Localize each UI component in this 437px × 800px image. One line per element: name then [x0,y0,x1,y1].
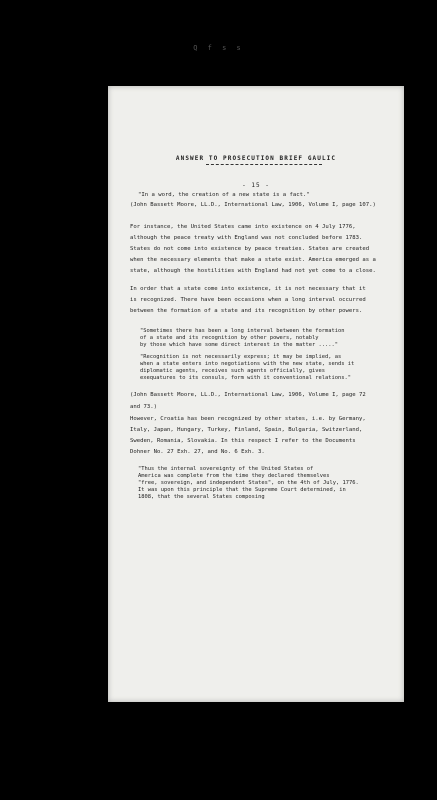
block-quote-line: by those which have some direct interest in the matter ....." [140,342,338,348]
body-line: Dohner No. 27 Exh. 27, and No. 6 Exh. 3. [130,449,265,455]
citation-line: (John Bassett Moore, LL.D., International Law, 1906, Volume I, page 72 [130,392,366,398]
block-quote-line: "Recognition is not necessarily express; it may be implied, as [140,354,342,360]
film-frame-mark: Q f s s [193,44,244,52]
body-line: For instance, the United States came into existence on 4 July 1776, [130,224,356,230]
body-line: when the necessary elements that make a state exist. America emerged as a [130,257,376,263]
block-quote-line: when a state enters into negotiations with the new state, sends it [140,361,355,367]
block-quote-line: 1808, that the several States composing [138,494,265,500]
block-quote-line: "Thus the internal sovereignty of the United States of [138,466,314,472]
citation-line: and 73.) [130,404,157,410]
body-line: Sweden, Romania, Slovakia. In this respect I refer to the Documents [130,438,356,444]
block-quote-line: exequatures to its consuls, form with it conventional relations." [140,375,351,381]
body-line: However, Croatia has been recognized by other states, i.e. by Germany, [130,416,366,422]
body-line: between the formation of a state and its recognition by other powers. [130,308,363,314]
body-line: is recognized. There have been occasions when a long interval occurred [130,297,366,303]
body-line: In order that a state come into existence, it is not necessary that it [130,286,366,292]
document-page [108,86,404,702]
document-title: ANSWER TO PROSECUTION BRIEF GAULIC [175,155,337,162]
block-quote-line: It was upon this principle that the Supreme Court determined, in [138,487,346,493]
block-quote-line: America was complete from the time they declared themselves [138,473,330,479]
citation-line: (John Bassett Moore, LL.D., International Law, 1906, Volume I, page 107.) [130,202,376,208]
block-quote-line: diplomatic agents, receives such agents officially, gives [140,368,325,374]
block-quote-line: of a state and its recognition by other powers, notably [140,335,319,341]
body-line: States do not come into existence by peace treaties. States are created [130,246,370,252]
block-quote-line: "free, sovereign, and independent States", on the 4th of July, 1776. [138,480,359,486]
body-line: Italy, Japan, Hungary, Turkey, Finland, Spain, Bulgaria, Switzerland, [130,427,363,433]
body-line: although the peace treaty with England was not concluded before 1783. [130,235,363,241]
quote-line: "In a word, the creation of a new state is a fact." [138,192,310,198]
page-number: - 15 - [242,182,270,189]
block-quote-line: "Sometimes there has been a long interval between the formation [140,328,345,334]
title-underline [206,164,322,165]
body-line: state, although the hostilities with England had not yet come to a close. [130,268,376,274]
